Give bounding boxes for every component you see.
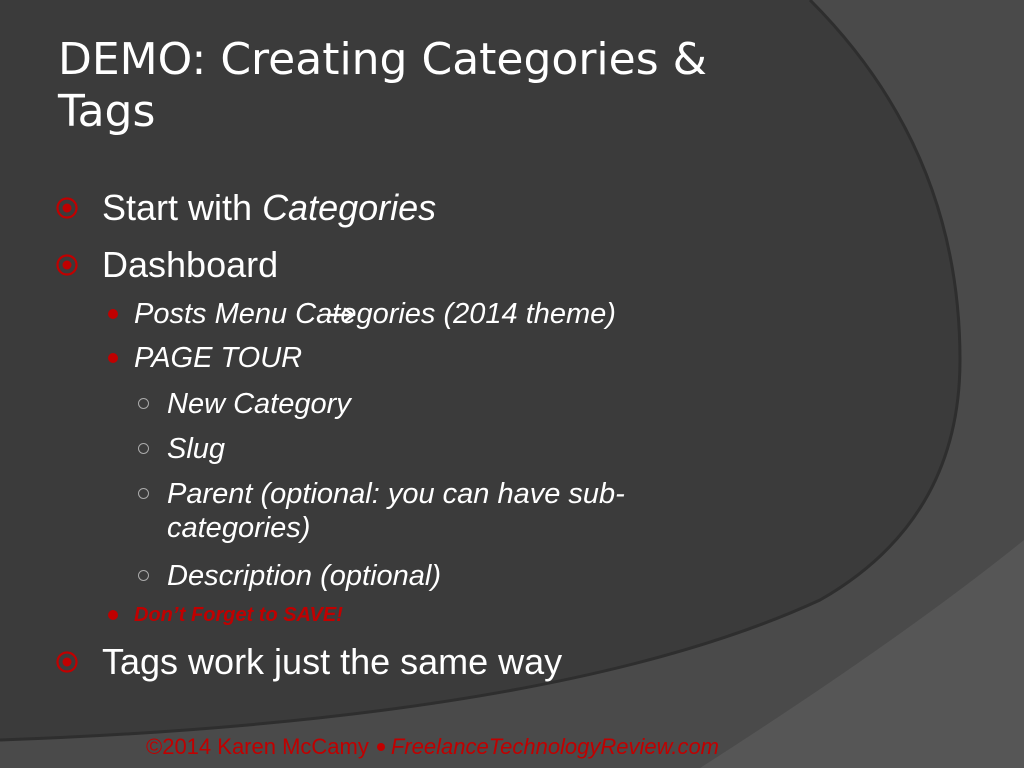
circled-dot-icon bbox=[56, 254, 78, 276]
hollow-circle-icon bbox=[138, 443, 149, 454]
sub-bullet-text: PAGE TOUR bbox=[134, 342, 303, 374]
tour-item-text: Parent (optional: you can have sub-categories) bbox=[167, 478, 625, 544]
footer-separator-dot bbox=[377, 743, 385, 751]
bullet-text bbox=[102, 188, 436, 228]
hollow-circle-icon bbox=[138, 570, 149, 581]
bullet-text: Tags work just the same way bbox=[102, 641, 563, 682]
bullet-italic-text: Categories bbox=[262, 187, 437, 228]
hollow-circle-icon bbox=[138, 398, 149, 409]
bullet-plain-text: Start with bbox=[102, 187, 263, 228]
footer-copyright: ©2014 Karen McCamy bbox=[146, 734, 369, 759]
title-line-1: DEMO: Creating Categories & bbox=[58, 34, 707, 85]
tour-item-text: Slug bbox=[167, 433, 226, 465]
red-dot-icon bbox=[108, 309, 118, 319]
circled-dot-icon bbox=[56, 651, 78, 673]
sub-bullet-text: Posts Menu Categories (2014 theme) bbox=[134, 298, 616, 330]
slide-footer bbox=[146, 734, 719, 760]
footer-site-link[interactable]: FreelanceTechnologyReview.com bbox=[390, 734, 720, 759]
right-arrow-icon bbox=[326, 307, 358, 323]
circled-dot-icon bbox=[56, 197, 78, 219]
hollow-circle-icon bbox=[138, 488, 149, 499]
slide-title bbox=[58, 34, 858, 138]
title-line-2: Tags bbox=[58, 86, 156, 137]
tour-item-text: Description (optional) bbox=[167, 560, 442, 592]
bullet-text: Dashboard bbox=[102, 244, 279, 285]
red-dot-icon bbox=[108, 610, 118, 620]
save-reminder-text: Don’t Forget to SAVE! bbox=[134, 604, 343, 626]
red-dot-icon bbox=[108, 353, 118, 363]
tour-item-text: New Category bbox=[167, 388, 351, 420]
